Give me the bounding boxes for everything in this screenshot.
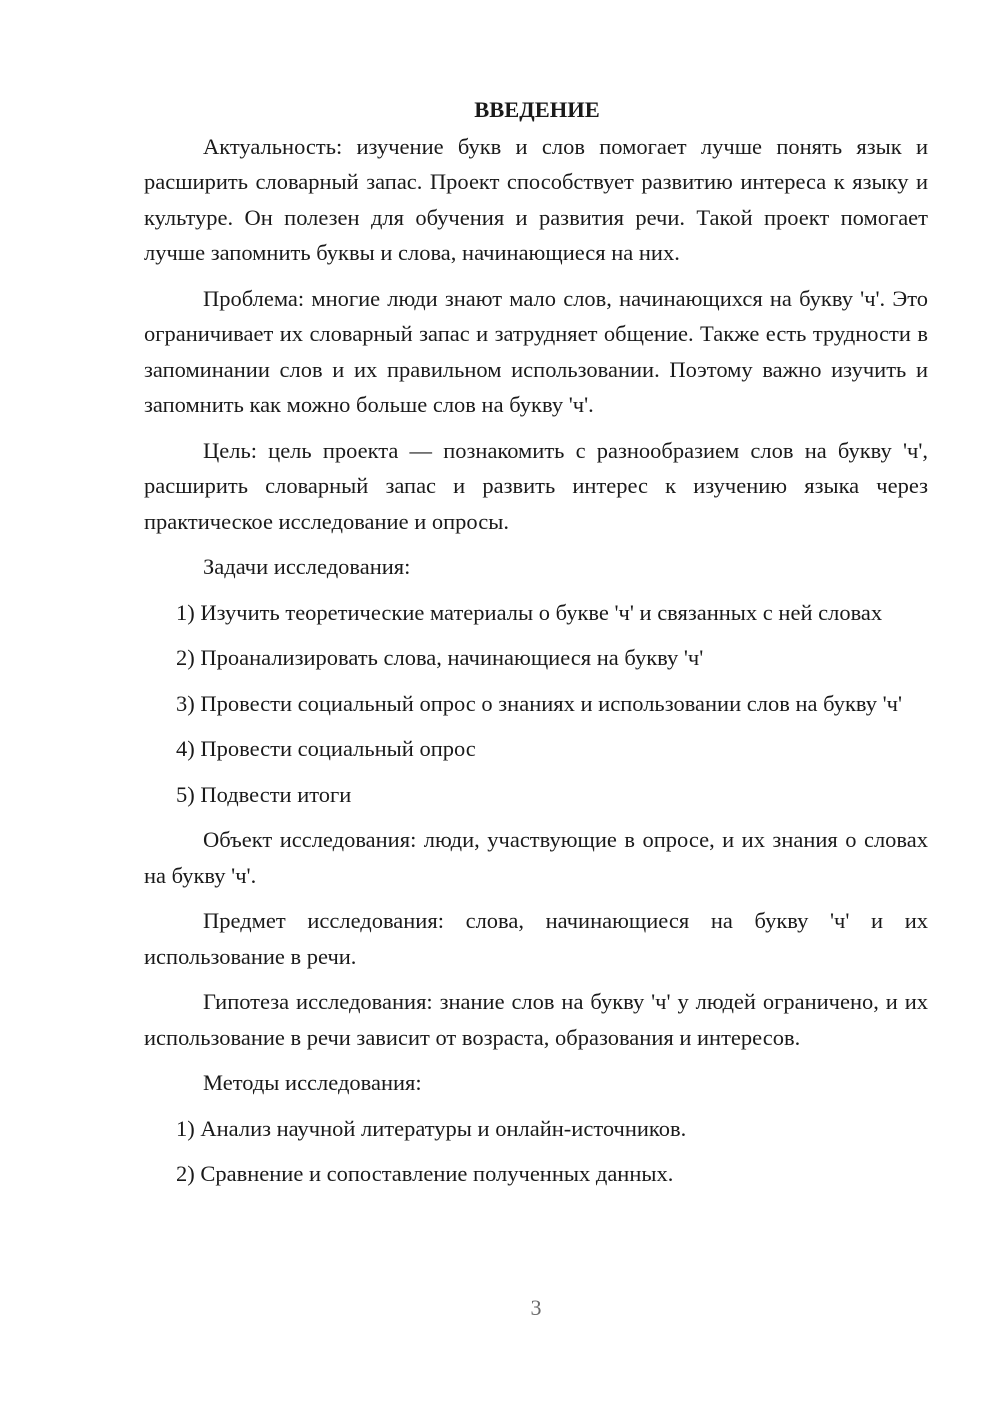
- page-number: 3: [530, 1295, 542, 1320]
- methods-heading: Методы исследования:: [203, 1070, 422, 1095]
- method-item: 1) Анализ научной литературы и онлайн-источников.: [176, 1115, 687, 1141]
- object-paragraph: Объект исследования: люди, участвующие в опросе, и их знания о словах на букву 'ч'.: [144, 827, 928, 888]
- tasks-heading: Задачи исследования:: [203, 554, 411, 579]
- hypothesis-paragraph: Гипотеза исследования: знание слов на букву 'ч' у людей ограничено, и их использование в речи зависит от возраста, образования и интересов.: [144, 989, 928, 1050]
- task-item: 3) Провести социальный опрос о знаниях и использовании слов на букву 'ч': [176, 690, 903, 716]
- section-title: ВВЕДЕНИЕ: [474, 97, 600, 122]
- problem-paragraph: Проблема: многие люди знают мало слов, начинающихся на букву 'ч'. Это ограничивает их словарный запас и затрудняет общение. Также есть трудности в запоминании слов и их правильном использовании. Поэтому важно изучить и запомнить как можно больше слов на букву 'ч'.: [144, 285, 928, 417]
- task-item: 2) Проанализировать слова, начинающиеся на букву 'ч': [176, 645, 704, 670]
- task-item: 5) Подвести итоги: [176, 781, 352, 807]
- subject-paragraph: Предмет исследования: слова, начинающиеся на букву 'ч' и их использование в речи.: [144, 908, 928, 969]
- method-item: 2) Сравнение и сопоставление полученных данных.: [176, 1161, 674, 1186]
- goal-paragraph: Цель: цель проекта — познакомить с разнообразием слов на букву 'ч', расширить словарный запас и развить интерес к изучению языка через практическое исследование и опросы.: [144, 437, 928, 534]
- task-item: 4) Провести социальный опрос: [176, 736, 476, 761]
- relevance-paragraph: Актуальность: изучение букв и слов помогает лучше понять язык и расширить словарный запас. Проект способствует развитию интереса к языку и культуре. Он полезен для обучения и развития речи. Такой проект помогает лучше запомнить буквы и слова, начинающиеся на них.: [144, 133, 928, 265]
- task-item: 1) Изучить теоретические материалы о букве 'ч' и связанных с ней словах: [176, 599, 883, 625]
- page-content: [144, 92, 928, 1202]
